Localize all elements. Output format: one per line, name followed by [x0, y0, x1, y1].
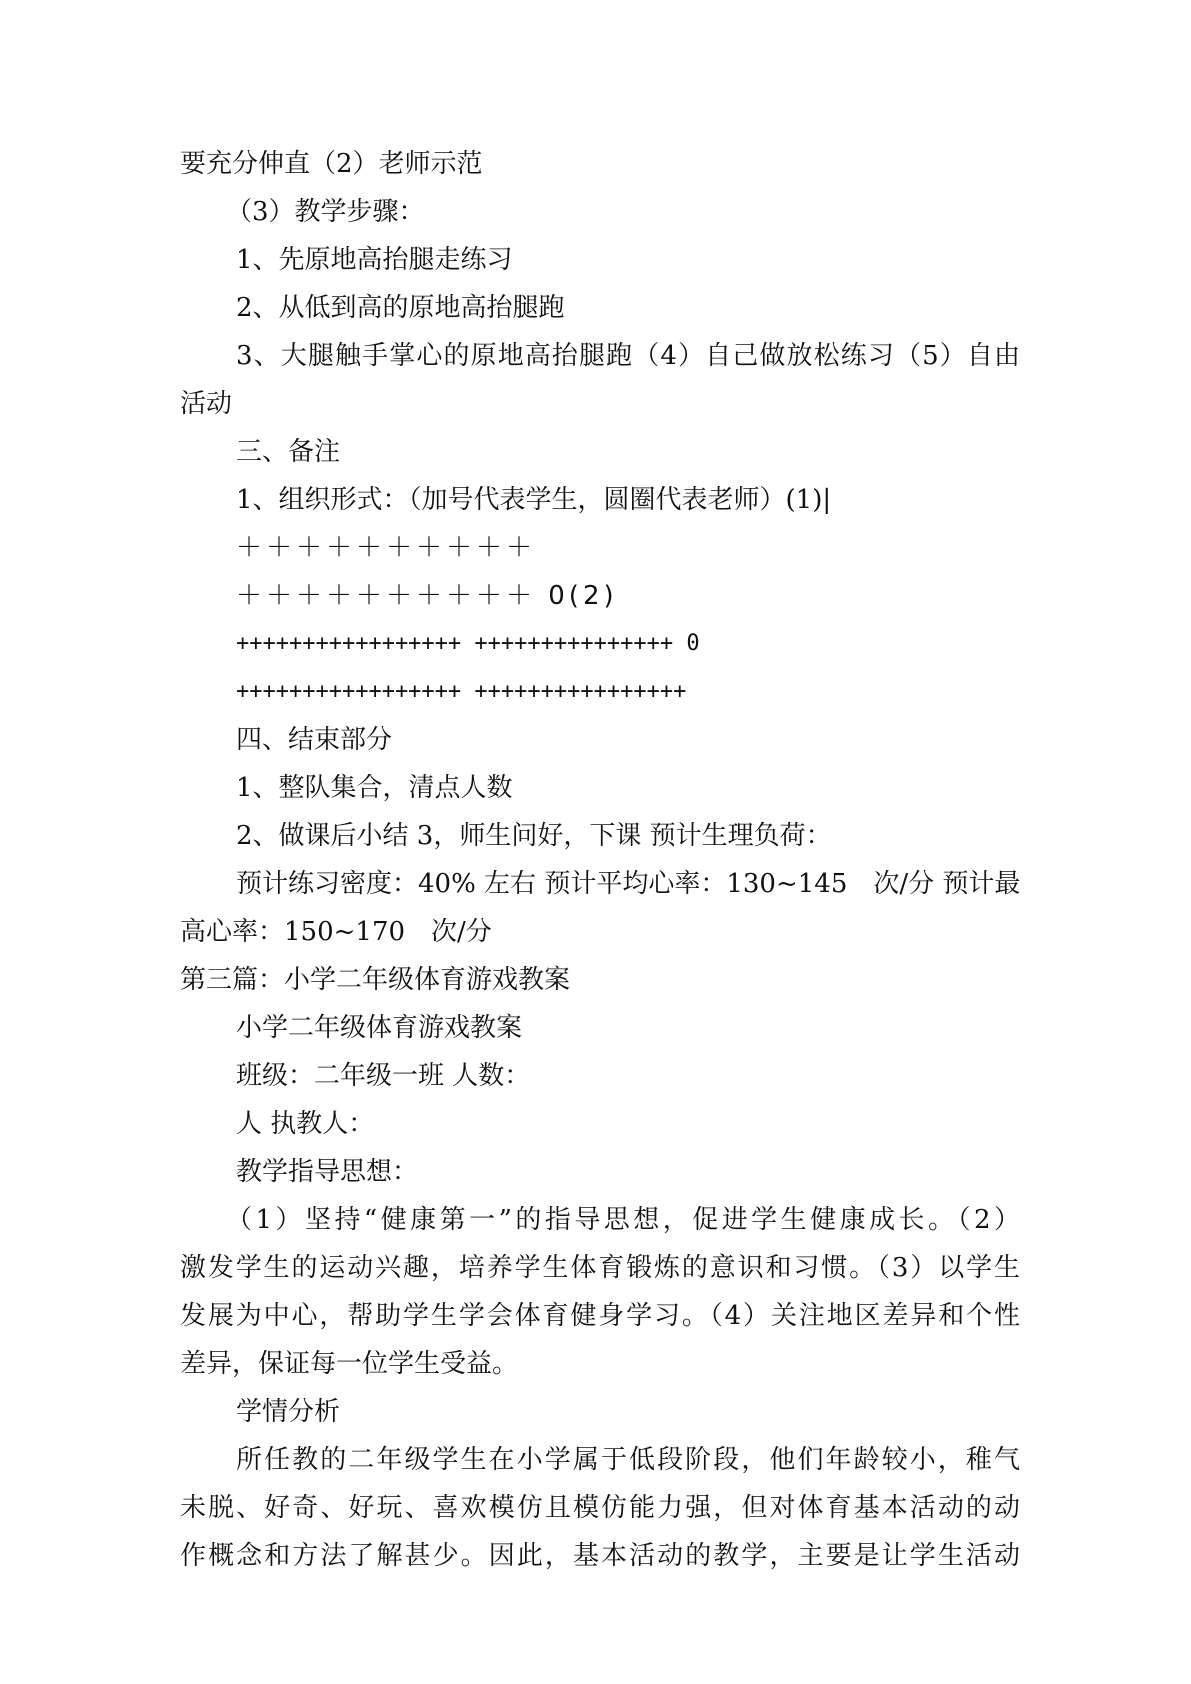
formation-row: +++++++++++++++++ +++++++++++++++ 0	[236, 631, 700, 656]
text-line: 要充分伸直（2）老师示范	[180, 149, 483, 179]
text-line: 教学指导思想：	[236, 1157, 419, 1187]
section-heading: 学情分析	[236, 1397, 341, 1427]
document-page	[180, 140, 1020, 1580]
formation-row: +++++++++++++++++ ++++++++++++++++	[236, 679, 687, 704]
text-line: 所任教的二年级学生在小学属于低段阶段，他们年龄较小，稚气	[236, 1445, 1020, 1475]
text-line: 预计练习密度：40% 左右 预计平均心率：130~145 次/分 预计最	[236, 869, 1020, 899]
chapter-title: 第三篇：小学二年级体育游戏教案	[180, 965, 571, 995]
text-line: 2、从低到高的原地高抬腿跑	[236, 293, 565, 323]
text-line: 差异，保证每一位学生受益。	[180, 1349, 519, 1379]
section-heading: 三、备注	[236, 437, 341, 467]
text-line: 1、整队集合，清点人数	[236, 773, 513, 803]
text-line: 1、组织形式：（加号代表学生，圆圈代表老师）(1)|	[236, 485, 832, 515]
text-line: 发展为中心，帮助学生学会体育健身学习。（4）关注地区差异和个性	[180, 1301, 1020, 1331]
text-line: （3）教学步骤：	[226, 197, 425, 227]
formation-row: ＋＋＋＋＋＋＋＋＋＋ 0(2)	[236, 581, 618, 611]
text-line: 2、做课后小结 3，师生问好，下课 预计生理负荷：	[236, 821, 832, 851]
text-line: （1）坚持“健康第一”的指导思想，促进学生健康成长。（2）	[226, 1205, 1020, 1235]
text-line: 未脱、好奇、好玩、喜欢模仿且模仿能力强，但对体育基本活动的动	[180, 1493, 1020, 1523]
text-line: 小学二年级体育游戏教案	[236, 1013, 523, 1043]
text-line: 人 执教人：	[236, 1109, 375, 1139]
text-line: 作概念和方法了解甚少。因此，基本活动的教学，主要是让学生活动	[180, 1541, 1020, 1571]
text-line: 1、先原地高抬腿走练习	[236, 245, 513, 275]
text-line: 高心率：150~170 次/分	[180, 917, 492, 947]
text-line: 3、大腿触手掌心的原地高抬腿跑（4）自己做放松练习（5）自由	[236, 341, 1020, 371]
text-line: 活动	[180, 389, 233, 419]
text-line: 激发学生的运动兴趣，培养学生体育锻炼的意识和习惯。（3）以学生	[180, 1253, 1020, 1283]
formation-row: ＋＋＋＋＋＋＋＋＋＋	[236, 533, 537, 563]
section-heading: 四、结束部分	[236, 725, 393, 755]
text-line: 班级：二年级一班 人数：	[236, 1061, 531, 1091]
